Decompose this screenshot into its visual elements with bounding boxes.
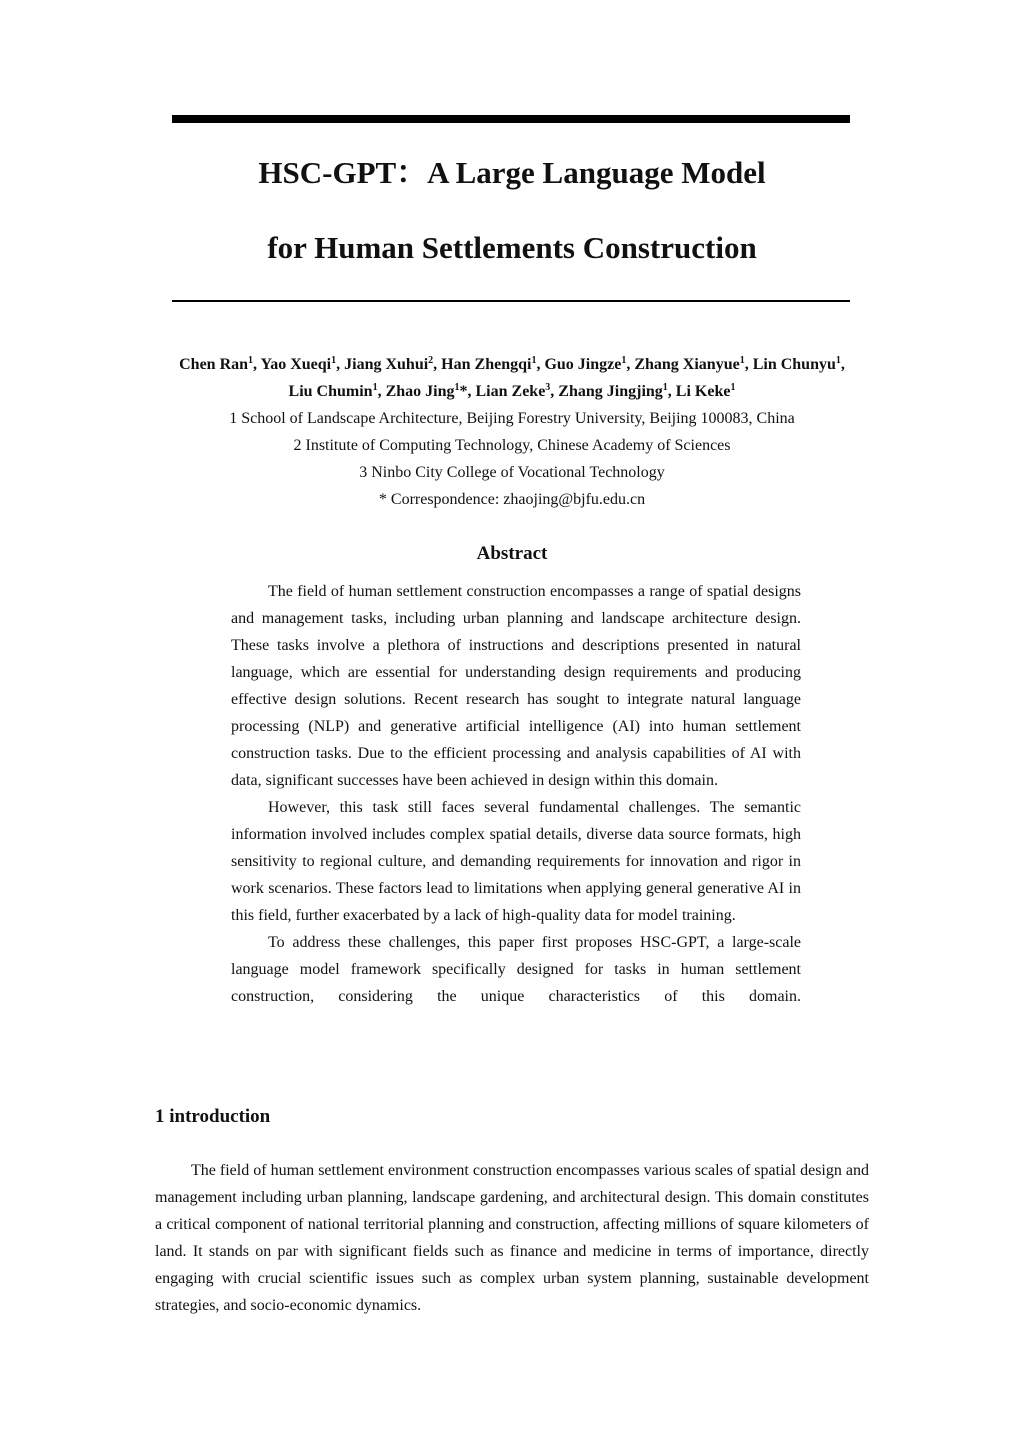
affiliation-1: 1 School of Landscape Architecture, Beijing Forestry University, Beijing 100083, China [229,410,795,427]
affiliation-marker: 1 [331,355,337,366]
corresponding-author-marker: * [459,383,468,400]
affiliation-marker: 1 [372,382,378,393]
author-separator: , [536,356,545,373]
author-name: Jiang Xuhui [344,356,429,373]
author-separator: , [840,356,845,373]
affiliation-marker: 1 [730,382,736,393]
section-heading-introduction: 1 introduction [155,1106,271,1127]
affiliation-marker: 2 [428,355,434,366]
affiliation-3: 3 Ninbo City College of Vocational Technology [359,464,665,481]
author-separator: , [550,383,559,400]
affiliation-marker: 1 [621,355,627,366]
affiliation-marker: 1 [662,382,668,393]
correspondence: * Correspondence: zhaojing@bjfu.edu.cn [378,491,646,508]
author-name: Han Zhengqi [441,356,532,373]
abstract-body [231,578,801,1010]
author-name: Lin Chunyu [752,356,836,373]
author-name: Lian Zeke [475,383,546,400]
author-name: Li Keke [675,383,731,400]
paper-title-line-1: HSC-GPT：A Large Language Model [258,155,766,190]
title-bottom-rule [172,300,850,302]
affiliation-marker: 1 [835,355,841,366]
author-name: Liu Chumin [288,383,373,400]
author-separator: , [433,356,442,373]
author-name: Chen Ran [179,356,249,373]
author-list-line-2 [0,382,1024,402]
author-separator: , [377,383,386,400]
author-separator: , [744,356,753,373]
introduction-body [155,1157,869,1319]
abstract-paragraph: To address these challenges, this paper first proposes HSC-GPT, a large-scale language model framework specifically designed for tasks in human settlement construction, considering the unique characteristics of this domain. [231,934,801,1005]
abstract-paragraph: However, this task still faces several fundamental challenges. The semantic information involved includes complex spatial details, diverse data source formats, high sensitivity to regional culture, and demanding requirements for innovation and rigor in work scenarios. These factors lead to limitations when applying general generative AI in this field, further exacerbated by a lack of high-quality data for model training. [231,799,801,924]
affiliation-marker: 3 [545,382,551,393]
affiliation-marker: 1 [531,355,537,366]
author-separator: , [667,383,676,400]
affiliation-marker: 1 [248,355,254,366]
author-name: Zhang Jingjing [558,383,663,400]
author-name: Guo Jingze [544,356,622,373]
author-separator: , [336,356,345,373]
author-separator: , [467,383,476,400]
author-name: Zhao Jing [385,383,455,400]
author-name: Yao Xueqi [260,356,332,373]
author-list-line-1 [0,355,1024,375]
abstract-heading: Abstract [476,543,548,564]
affiliation-marker: 1 [454,382,460,393]
author-name: Zhang Xianyue [634,356,740,373]
title-top-rule [172,115,850,123]
introduction-paragraph: The field of human settlement environment construction encompasses various scales of spatial design and management including urban planning, landscape gardening, and architectural design. This domain constitutes a critical component of national territorial planning and construction, affecting millions of square kilometers of land. It stands on par with significant fields such as finance and medicine in terms of importance, directly engaging with crucial scientific issues such as complex urban system planning, sustainable development strategies, and socio-economic dynamics. [155,1162,869,1314]
author-separator: , [253,356,261,373]
paper-title-line-2: for Human Settlements Construction [267,230,757,265]
author-separator: , [626,356,635,373]
abstract-paragraph: The field of human settlement construction encompasses a range of spatial designs and management tasks, including urban planning and landscape architecture design. These tasks involve a plethora of instructions and descriptions presented in natural language, which are essential for understanding design requirements and producing effective design solutions. Recent research has sought to integrate natural language processing (NLP) and generative artificial intelligence (AI) into human settlement construction tasks. Due to the efficient processing and analysis capabilities of AI with data, significant successes have been achieved in design within this domain. [231,583,801,789]
affiliation-2: 2 Institute of Computing Technology, Chinese Academy of Sciences [293,437,731,454]
affiliation-marker: 1 [739,355,745,366]
